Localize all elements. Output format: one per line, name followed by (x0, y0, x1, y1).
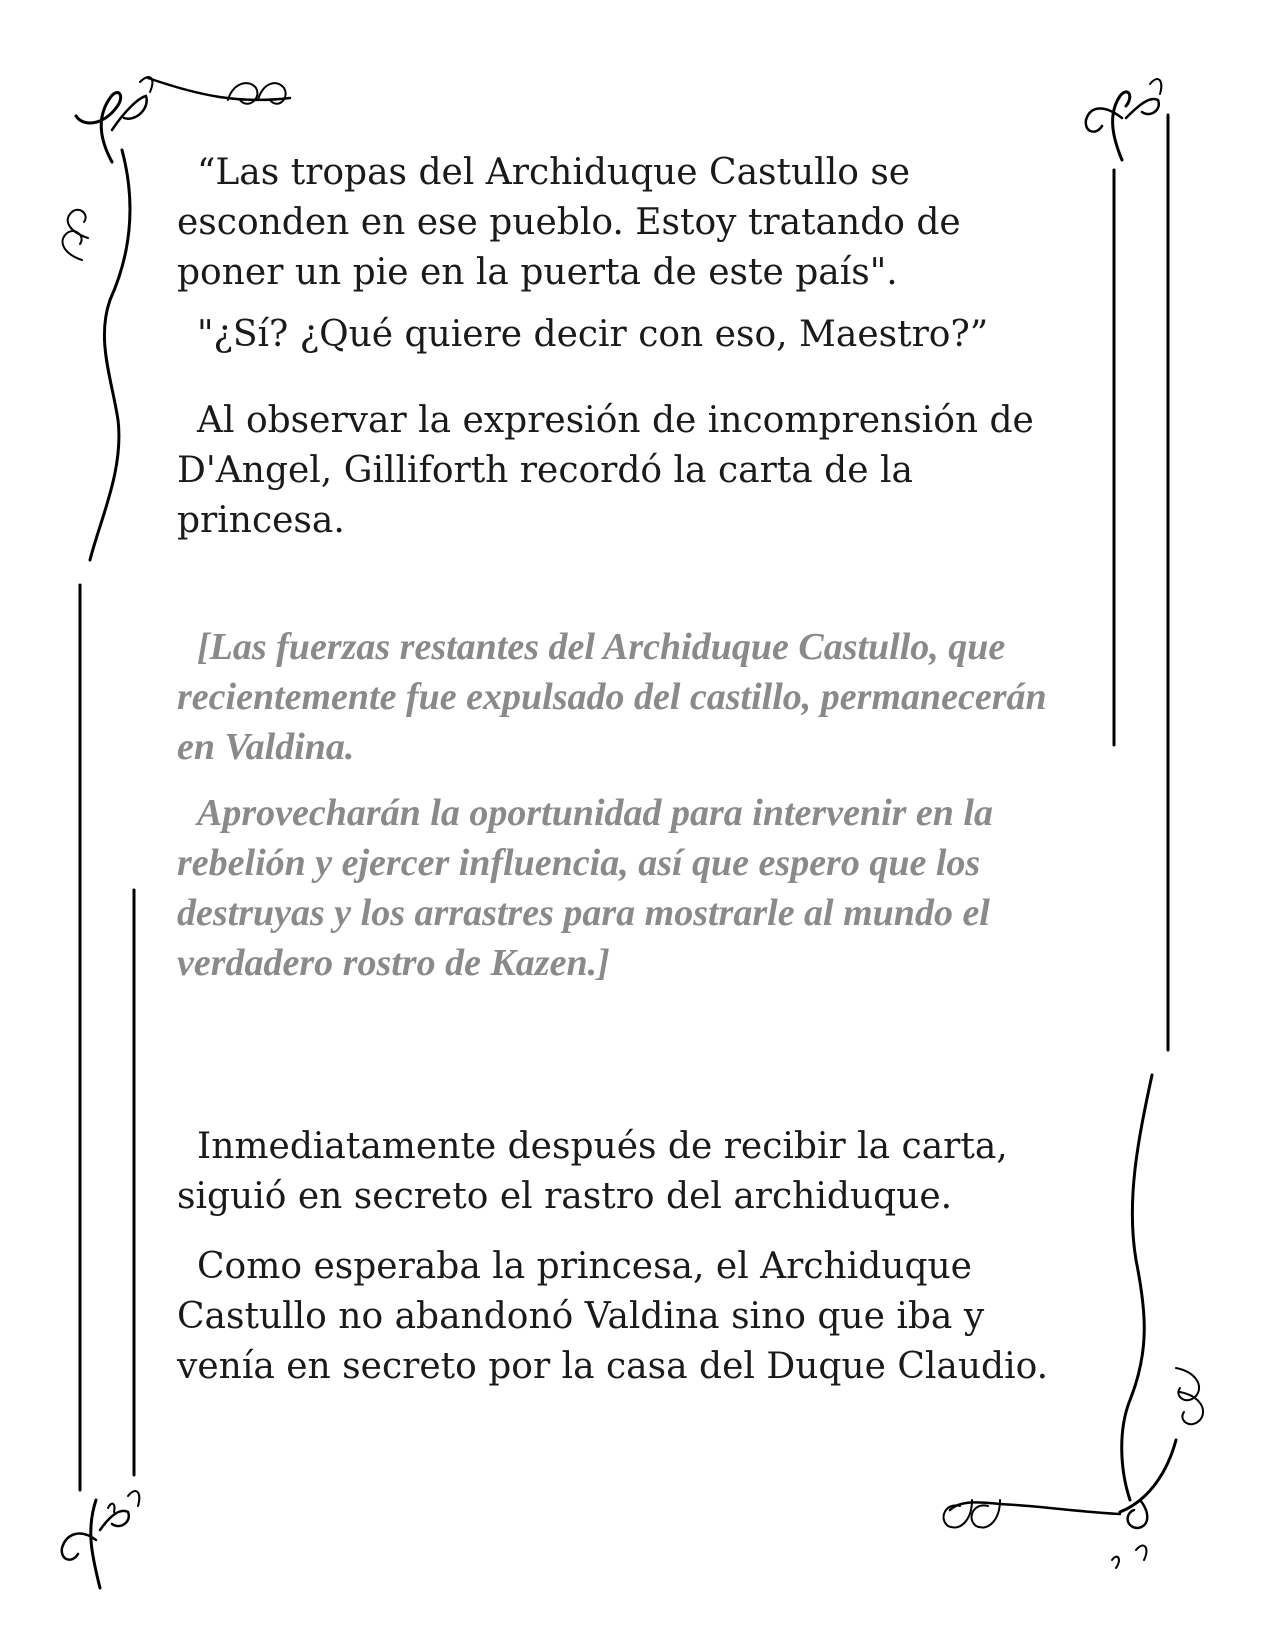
paragraph-5: Como esperaba la princesa, el Archiduque Castullo no abandonó Valdina sino que iba y venía en secreto por la casa del Duque Claudio. (177, 1246, 1049, 1387)
paragraph-3: Al observar la expresión de incomprensión de D'Angel, Gilliforth recordó la carta de la princesa. (177, 400, 1034, 541)
paragraph-4: Inmediatamente después de recibir la carta, siguió en secreto el rastro del archiduque. (177, 1126, 1008, 1217)
bottom-left-flourish-icon (62, 1491, 139, 1588)
top-right-flourish-icon (1086, 79, 1168, 1050)
paragraph-1: “Las tropas del Archiduque Castullo se esconden en ese pueblo. Estoy tratando de poner un pie en la puerta de este país". (177, 152, 961, 293)
letter-quote-2: Aprovecharán la oportunidad para intervenir en la rebelión y ejercer influencia, así que espero que los destruyas y los arrastres para mostrarle al mundo el verdadero rostro de Kazen.] (177, 792, 993, 984)
paragraph-2: "¿Sí? ¿Qué quiere decir con eso, Maestro?” (197, 314, 989, 355)
letter-quote-1: [Las fuerzas restantes del Archiduque Castullo, que recientemente fue expulsado del castillo, permanecerán en Valdina. (177, 626, 1047, 768)
